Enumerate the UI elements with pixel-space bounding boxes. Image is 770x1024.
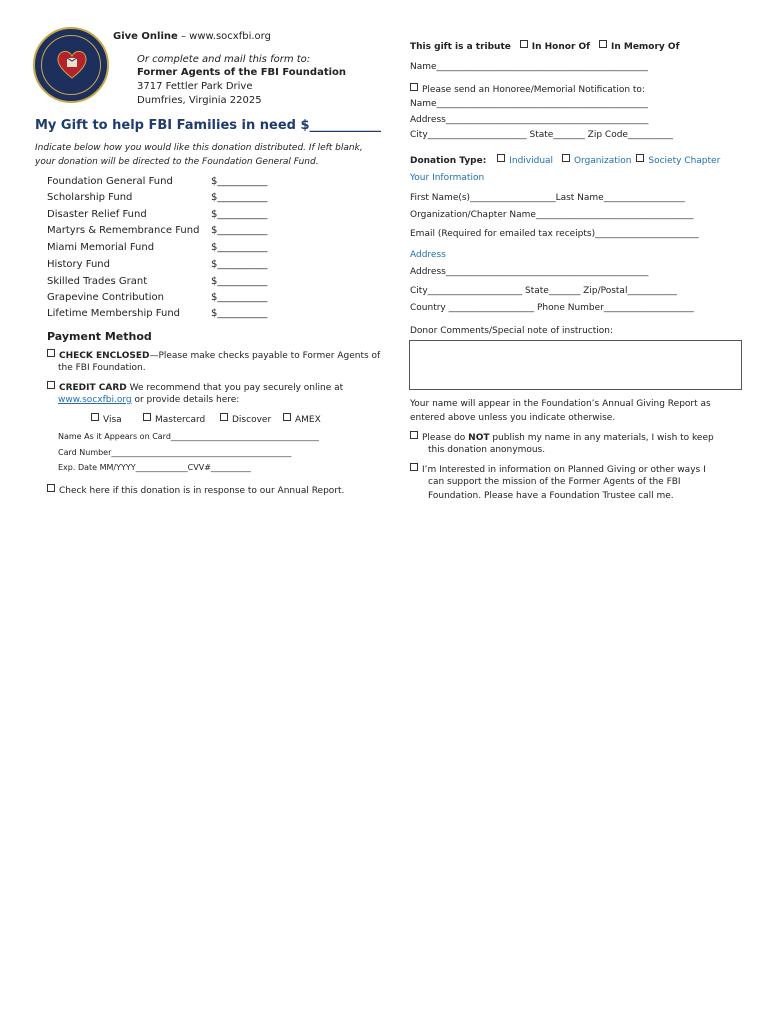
planned-giving-text-3: Foundation. Please have a Foundation Trustee call me. bbox=[428, 491, 674, 501]
giving-report-note-1: Your name will appear in the Foundation’s Annual Giving Report as bbox=[410, 399, 711, 409]
comments-label: Donor Comments/Special note of instruction: bbox=[410, 326, 614, 336]
notify-city-field[interactable]: City______________________ State_______ Zip Code__________ bbox=[410, 130, 673, 140]
address-line-1: 3717 Fettler Park Drive bbox=[137, 81, 253, 92]
fund-row[interactable]: Disaster Relief Fund $__________ bbox=[47, 209, 268, 220]
card-type-mastercard[interactable]: Mastercard bbox=[143, 413, 205, 425]
card-type-discover[interactable]: Discover bbox=[220, 413, 271, 425]
card-number-field[interactable]: Card Number_____________________________________________ bbox=[58, 448, 292, 457]
gift-instruction-1: Indicate below how you would like this donation distributed. If left blank, bbox=[35, 143, 363, 153]
credit-card-text-2: www.socxfbi.org or provide details here: bbox=[58, 395, 240, 405]
email-field[interactable]: Email (Required for emailed tax receipts)_______________________ bbox=[410, 229, 699, 239]
fund-row[interactable]: Miami Memorial Fund $__________ bbox=[47, 242, 268, 253]
anonymous-option[interactable]: Please do NOT publish my name in any materials, I wish to keep bbox=[410, 431, 714, 443]
giving-report-note-2: entered above unless you indicate otherwise. bbox=[410, 413, 616, 423]
check-enclosed-option[interactable]: CHECK ENCLOSED—Please make checks payable to Former Agents of bbox=[47, 349, 380, 361]
checkbox-icon[interactable] bbox=[410, 463, 418, 471]
city-field[interactable]: City_____________________ State_______ Zip/Postal___________ bbox=[410, 286, 677, 296]
address-heading: Address bbox=[410, 250, 446, 260]
annual-report-option[interactable]: Check here if this donation is in response to our Annual Report. bbox=[47, 484, 344, 496]
address-field[interactable]: Address_____________________________________________ bbox=[410, 267, 649, 277]
mail-intro: Or complete and mail this form to: bbox=[137, 54, 311, 65]
checkbox-icon[interactable] bbox=[47, 349, 55, 357]
check-enclosed-text-2: the FBI Foundation. bbox=[58, 363, 146, 373]
planned-giving-option[interactable]: I’m Interested in information on Planned Giving or other ways I bbox=[410, 463, 706, 475]
fund-row[interactable]: Scholarship Fund $__________ bbox=[47, 192, 268, 203]
fund-row[interactable]: History Fund $__________ bbox=[47, 259, 268, 270]
fund-row[interactable]: Foundation General Fund $__________ bbox=[47, 176, 268, 187]
in-memory-option[interactable]: In Memory Of bbox=[599, 42, 680, 52]
first-last-name-field[interactable]: First Name(s)___________________Last Name__________________ bbox=[410, 193, 685, 203]
in-honor-option[interactable]: In Honor Of bbox=[520, 42, 590, 52]
donation-type-row: Donation Type: Individual Organization Society Chapter bbox=[410, 156, 721, 166]
address-line-2: Dumfries, Virginia 22025 bbox=[137, 95, 262, 106]
your-info-heading: Your Information bbox=[410, 173, 485, 183]
planned-giving-text-2: can support the mission of the Former Agents of the FBI bbox=[428, 477, 681, 487]
notification-option[interactable]: Please send an Honoree/Memorial Notification to: bbox=[410, 83, 645, 95]
card-type-amex[interactable]: AMEX bbox=[283, 413, 321, 425]
fund-row[interactable]: Lifetime Membership Fund $__________ bbox=[47, 308, 268, 319]
exp-cvv-field[interactable]: Exp. Date MM/YYYY_____________CVV#__________ bbox=[58, 463, 251, 472]
name-on-card-field[interactable]: Name As it Appears on Card_____________________________________ bbox=[58, 432, 319, 441]
tribute-name-field[interactable]: Name_______________________________________________ bbox=[410, 62, 649, 72]
checkbox-icon[interactable] bbox=[410, 83, 418, 91]
give-online-line: Give Online – www.socxfbi.org bbox=[113, 31, 271, 42]
donation-type-individual[interactable]: Individual bbox=[497, 156, 553, 166]
gift-instruction-2: your donation will be directed to the Foundation General Fund. bbox=[35, 157, 319, 167]
donation-type-organization[interactable]: Organization bbox=[562, 156, 632, 166]
notify-name-field[interactable]: Name_______________________________________________ bbox=[410, 99, 649, 109]
checkbox-icon[interactable] bbox=[47, 381, 55, 389]
socxfbi-link[interactable]: www.socxfbi.org bbox=[58, 395, 132, 405]
fund-row[interactable]: Grapevine Contribution $__________ bbox=[47, 292, 268, 303]
credit-card-option[interactable]: CREDIT CARD We recommend that you pay securely online at bbox=[47, 381, 343, 393]
donation-type-chapter[interactable]: Society Chapter bbox=[636, 156, 720, 166]
checkbox-icon[interactable] bbox=[410, 431, 418, 439]
organization-field[interactable]: Organization/Chapter Name___________________________________ bbox=[410, 210, 694, 220]
payment-heading: Payment Method bbox=[47, 330, 152, 343]
card-type-visa[interactable]: Visa bbox=[91, 413, 122, 425]
tribute-row: This gift is a tribute In Honor Of In Memory Of bbox=[410, 42, 680, 52]
fund-row[interactable]: Martyrs & Remembrance Fund $__________ bbox=[47, 225, 268, 236]
checkbox-icon[interactable] bbox=[47, 484, 55, 492]
comments-textarea[interactable] bbox=[409, 340, 742, 390]
fund-row[interactable]: Skilled Trades Grant $__________ bbox=[47, 276, 268, 287]
notify-address-field[interactable]: Address_____________________________________________ bbox=[410, 115, 649, 125]
give-online-url[interactable]: www.socxfbi.org bbox=[189, 31, 271, 42]
anonymous-text-2: this donation anonymous. bbox=[428, 445, 546, 455]
foundation-seal-icon bbox=[33, 27, 109, 103]
country-field[interactable]: Country ___________________ Phone Number____________________ bbox=[410, 303, 694, 313]
org-name: Former Agents of the FBI Foundation bbox=[137, 67, 347, 78]
gift-heading: My Gift to help FBI Families in need $___________ bbox=[35, 118, 382, 133]
